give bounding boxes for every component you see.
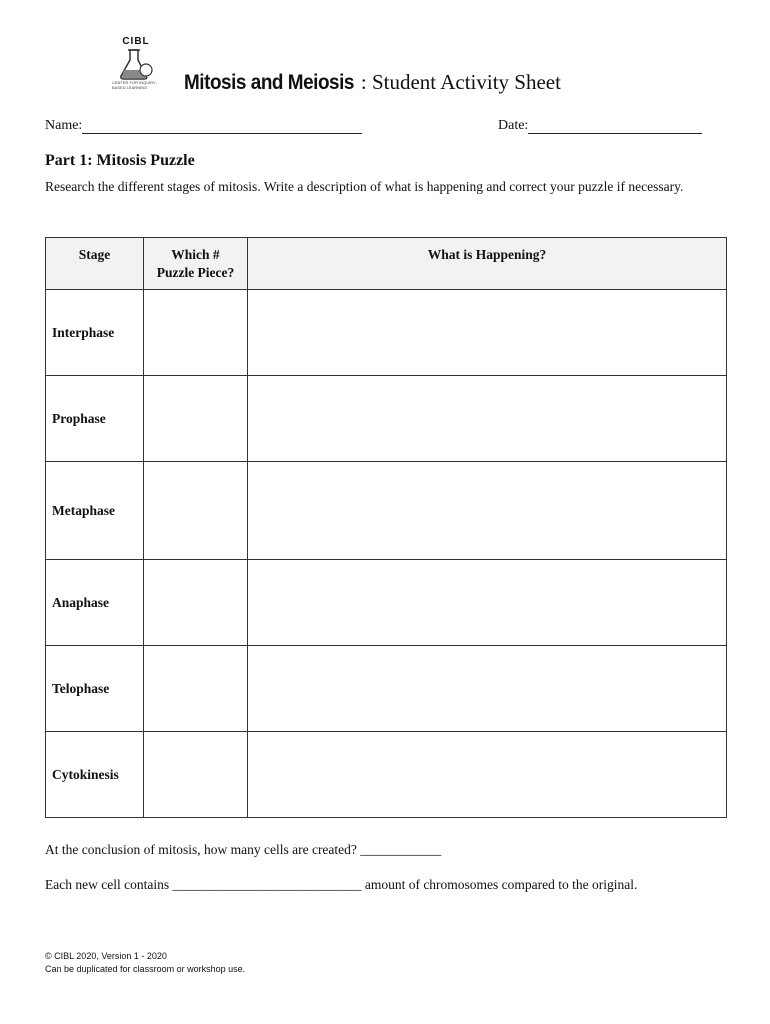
logo-name: CIBL [122, 36, 150, 47]
description-cell[interactable] [248, 376, 727, 462]
table-row [46, 376, 727, 462]
date-label: Date: [498, 118, 529, 133]
page-title [184, 70, 561, 95]
table-row [46, 646, 727, 732]
footer-note: Can be duplicated for classroom or workshop use. [45, 964, 246, 974]
stage-telophase: Telophase [46, 646, 144, 732]
question-chromosome-amount[interactable] [45, 877, 637, 893]
puzzle-piece-cell[interactable] [144, 732, 248, 818]
footer [45, 950, 245, 976]
cibl-logo [112, 36, 160, 98]
logo-subtitle: CENTER FOR INQUIRY-BASED LEARNING [112, 80, 157, 90]
name-line[interactable] [82, 119, 362, 134]
description-cell[interactable] [248, 646, 727, 732]
footer-copyright: © CIBL 2020, Version 1 - 2020 [45, 951, 167, 961]
header-stage: Stage [46, 238, 144, 290]
table-row [46, 560, 727, 646]
description-cell[interactable] [248, 732, 727, 818]
name-field[interactable] [45, 118, 362, 134]
part1-instructions: Research the different stages of mitosis. Write a description of what is happening and correct your puzzle if necessary. [45, 179, 684, 194]
description-cell[interactable] [248, 462, 727, 560]
table-header-row [46, 238, 727, 290]
table-row [46, 290, 727, 376]
q2-text-before: Each new cell contains [45, 877, 170, 892]
header-piece-line1: Which # [171, 247, 220, 262]
stage-anaphase: Anaphase [46, 560, 144, 646]
q2-text-after: amount of chromosomes compared to the original. [364, 877, 638, 892]
stage-cytokinesis: Cytokinesis [46, 732, 144, 818]
mitosis-table [45, 237, 727, 818]
title-bold: Mitosis and Meiosis [184, 71, 354, 94]
stage-prophase: Prophase [46, 376, 144, 462]
stage-interphase: Interphase [46, 290, 144, 376]
puzzle-piece-cell[interactable] [144, 290, 248, 376]
question-cells-created[interactable]: At the conclusion of mitosis, how many cells are created? ____________ [45, 842, 442, 857]
title-rest: : Student Activity Sheet [360, 70, 561, 94]
date-field[interactable] [498, 118, 702, 134]
puzzle-piece-cell[interactable] [144, 462, 248, 560]
stage-metaphase: Metaphase [46, 462, 144, 560]
q2-blank[interactable]: ____________________________ [172, 877, 362, 892]
header-puzzle-piece [144, 238, 248, 290]
puzzle-piece-cell[interactable] [144, 646, 248, 732]
description-cell[interactable] [248, 560, 727, 646]
table-row [46, 462, 727, 560]
date-line[interactable] [528, 119, 702, 134]
header-what-is-happening: What is Happening? [248, 238, 727, 290]
part1-heading: Part 1: Mitosis Puzzle [45, 152, 195, 169]
header-piece-line2: Puzzle Piece? [156, 265, 235, 280]
flask-icon [118, 48, 154, 80]
puzzle-piece-cell[interactable] [144, 376, 248, 462]
name-label: Name: [45, 118, 83, 133]
description-cell[interactable] [248, 290, 727, 376]
table-row [46, 732, 727, 818]
puzzle-piece-cell[interactable] [144, 560, 248, 646]
